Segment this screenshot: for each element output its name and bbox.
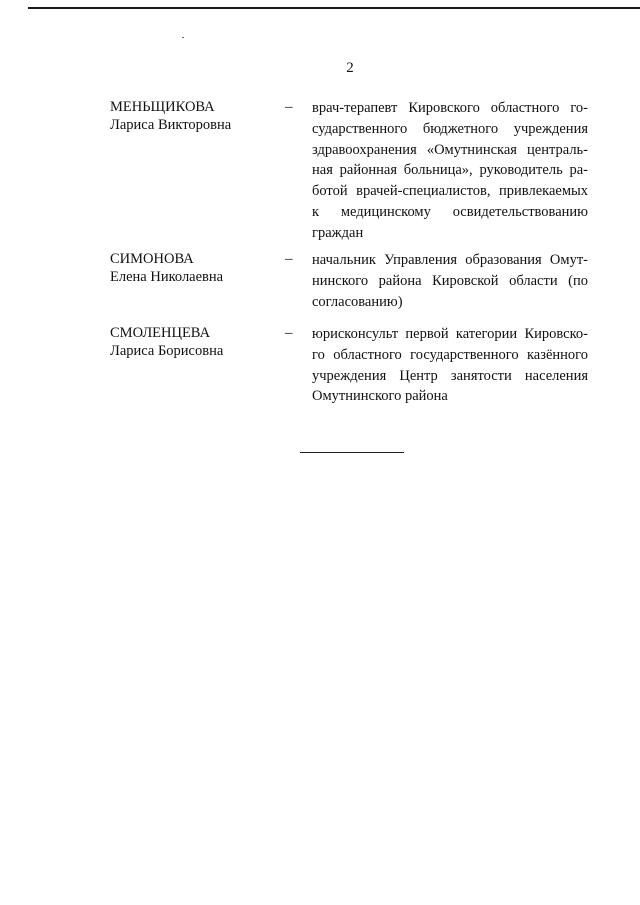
member-surname: СМОЛЕНЦЕВА <box>110 325 211 341</box>
role-line: начальник Управления образования Омут- <box>312 252 588 268</box>
end-of-list-rule <box>300 452 404 453</box>
top-border-line <box>28 7 640 9</box>
member-surname: МЕНЬЩИКОВА <box>110 99 215 115</box>
role-line: здравоохранения «Омутнинская централь- <box>312 141 588 158</box>
member-name <box>110 98 280 134</box>
member-given-names: Елена Николаевна <box>110 269 224 285</box>
member-name <box>110 250 280 286</box>
role-line: ботой врачей-специалистов, привлекаемых <box>312 183 588 200</box>
role-line: учреждения Центр занятости населения <box>312 367 588 384</box>
role-line: граждан <box>312 224 364 241</box>
role-line: врач-терапевт Кировского областного го- <box>312 100 588 116</box>
scan-speck <box>182 37 184 38</box>
member-surname: СИМОНОВА <box>110 251 194 267</box>
role-line: Омутнинского района <box>312 388 448 405</box>
role-line: согласованию) <box>312 293 403 310</box>
role-line: юрисконсульт первой категории Кировско- <box>312 326 588 342</box>
role-line: ная районная больница», руководитель ра- <box>312 162 588 179</box>
role-line: нинского района Кировской области (по <box>312 272 588 289</box>
member-given-names: Лариса Викторовна <box>110 117 232 133</box>
dash-separator: – <box>285 325 293 341</box>
role-line: сударственного бюджетного учреждения <box>312 120 588 137</box>
member-role <box>312 324 588 407</box>
dash-separator: – <box>285 251 293 267</box>
member-given-names: Лариса Борисовна <box>110 343 224 359</box>
role-line: го областного государственного казённого <box>312 346 588 363</box>
member-name <box>110 324 280 360</box>
page-number: 2 <box>346 60 354 76</box>
dash-separator: – <box>285 99 293 115</box>
role-line: к медицинскому освидетельствованию <box>312 203 588 220</box>
member-role <box>312 250 588 312</box>
member-role <box>312 98 588 244</box>
